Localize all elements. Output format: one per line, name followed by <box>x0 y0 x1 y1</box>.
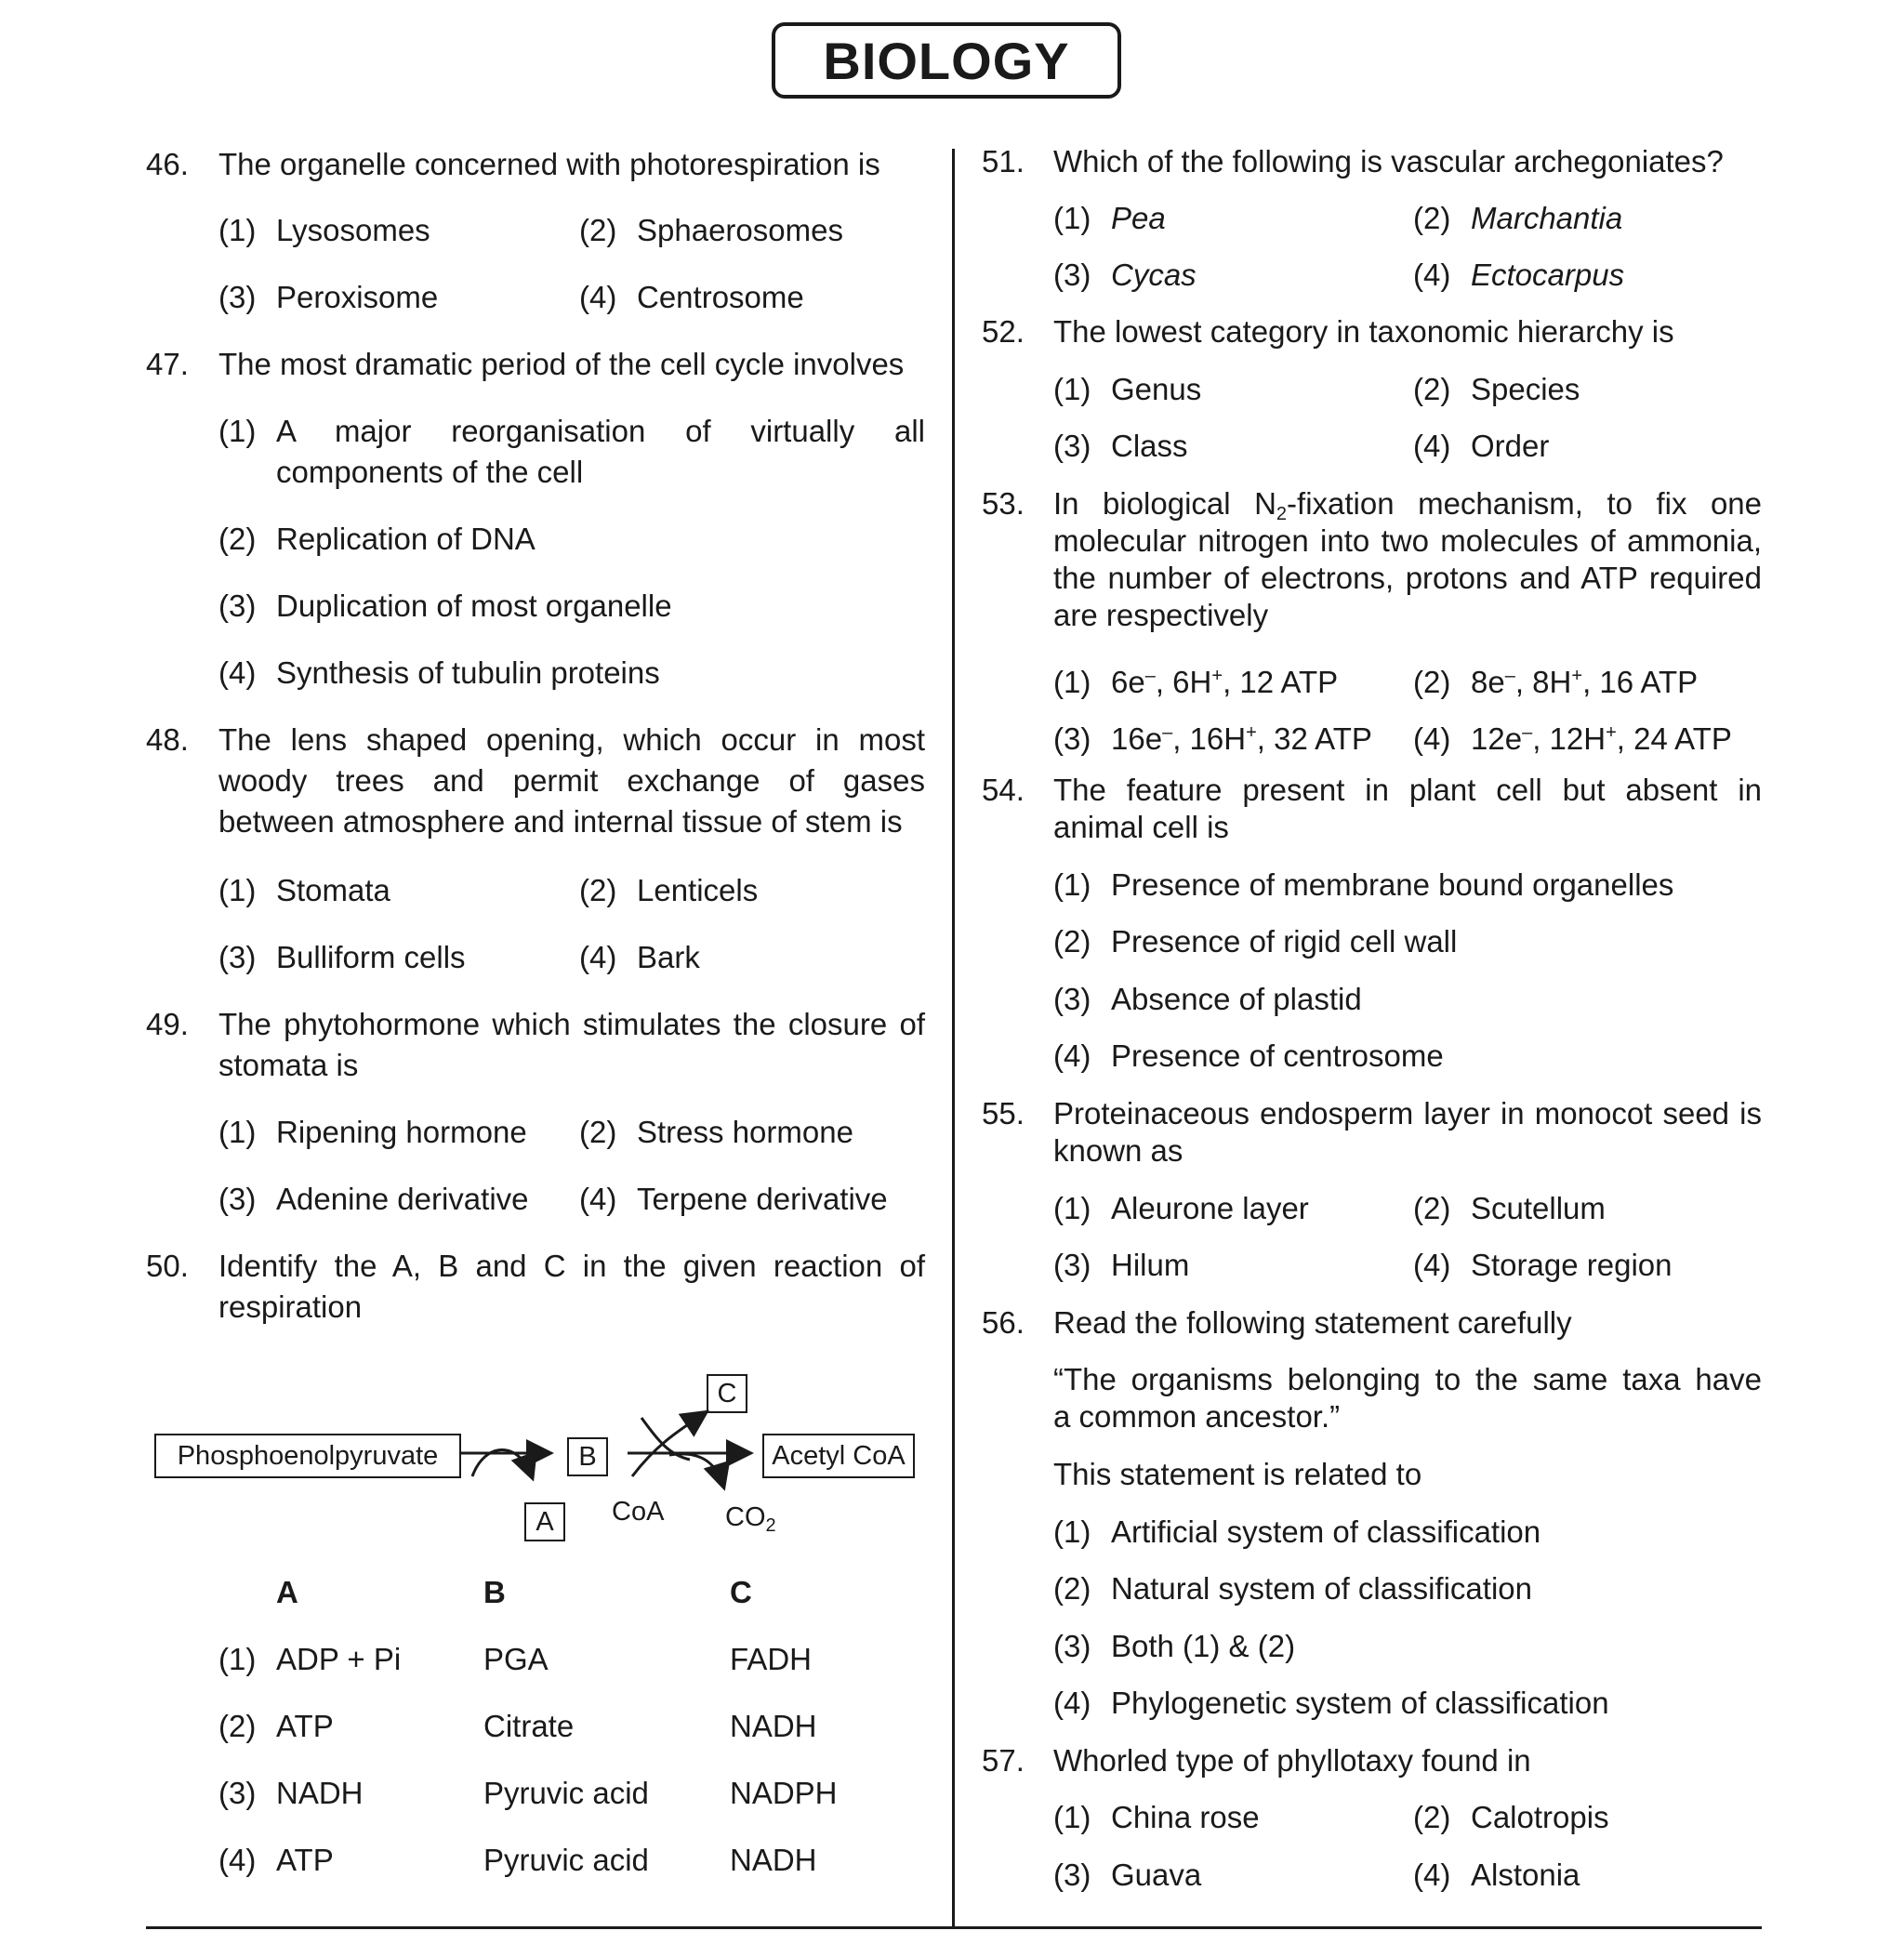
option-47-3[interactable]: (3) Duplication of most organelle <box>218 588 672 623</box>
option-50-4-c: NADH <box>730 1843 817 1877</box>
option-46-3[interactable]: (3) Peroxisome <box>218 280 439 314</box>
option-49-1[interactable]: (1) Ripening hormone <box>218 1115 527 1149</box>
question-49-line1: The phytohormone which stimulates the closure of <box>218 1007 925 1041</box>
option-50-1-b: PGA <box>483 1642 549 1676</box>
question-51-text: Which of the following is vascular archegoniates? <box>1053 144 1724 179</box>
col-header-a: A <box>276 1575 298 1609</box>
question-number: 47. <box>146 347 189 381</box>
option-49-3[interactable]: (3) Adenine derivative <box>218 1182 529 1216</box>
option-52-3[interactable]: (3) Class <box>1053 429 1188 463</box>
option-51-4[interactable]: (4) Ectocarpus <box>1413 258 1625 292</box>
question-50-line2: respiration <box>218 1289 363 1324</box>
option-56-4[interactable]: (4) Phylogenetic system of classification <box>1053 1686 1609 1720</box>
option-51-3[interactable]: (3) Cycas <box>1053 258 1197 292</box>
option-51-2[interactable]: (2) Marchantia <box>1413 201 1623 235</box>
option-50-1-c: FADH <box>730 1642 813 1676</box>
option-48-2[interactable]: (2) Lenticels <box>579 873 759 907</box>
option-47-1[interactable]: (1) <box>218 414 257 448</box>
question-56-text: Read the following statement carefully <box>1053 1305 1572 1340</box>
option-50-3-b: Pyruvic acid <box>483 1776 649 1810</box>
question-54-line1: The feature present in plant cell but absent in <box>1053 773 1762 807</box>
box-b: B <box>567 1437 608 1476</box>
option-47-1-line1: A major reorganisation of virtually all <box>276 414 925 448</box>
option-48-1[interactable]: (1) Stomata <box>218 873 390 907</box>
option-54-2[interactable]: (2) Presence of rigid cell wall <box>1053 924 1458 959</box>
option-50-2-c: NADH <box>730 1709 817 1743</box>
question-49-number: 49. <box>146 1007 189 1041</box>
option-56-2[interactable]: (2) Natural system of classification <box>1053 1571 1532 1606</box>
question-53-line3: the number of electrons, protons and ATP required <box>1053 561 1762 595</box>
col-header-b: B <box>483 1575 506 1609</box>
option-50-3-c: NADPH <box>730 1776 838 1810</box>
label-co2: $CO_2$ <box>725 1502 776 1536</box>
option-54-1[interactable]: (1) Presence of membrane bound organelles <box>1053 867 1674 902</box>
option-52-2[interactable]: (2) Species <box>1413 372 1580 406</box>
option-50-2-a: ATP <box>276 1709 334 1743</box>
option-46-2[interactable]: (2) Sphaerosomes <box>579 213 843 247</box>
option-55-4[interactable]: (4) Storage region <box>1413 1248 1673 1282</box>
question-number: 46. <box>146 147 189 181</box>
option-53-2[interactable]: (2) 8e–, 8H+, 16 ATP <box>1413 665 1699 699</box>
question-52-text: The lowest category in taxonomic hierarchy is <box>1053 314 1674 349</box>
option-53-3[interactable]: (3) 16e–, 16H+, 32 ATP <box>1053 721 1372 756</box>
option-51-1[interactable]: (1) Pea <box>1053 201 1166 235</box>
question-48-line2: woody trees and permit exchange of gases <box>218 763 925 798</box>
option-55-3[interactable]: (3) Hilum <box>1053 1248 1190 1282</box>
question-51-number: 51. <box>982 144 1025 179</box>
col-header-c: C <box>730 1575 752 1609</box>
question-55-line2: known as <box>1053 1133 1183 1168</box>
question-56-number: 56. <box>982 1305 1025 1340</box>
option-48-3[interactable]: (3) Bulliform cells <box>218 940 466 974</box>
question-56-quote-line1: “The organisms belonging to the same taxa have <box>1053 1362 1762 1396</box>
option-50-4[interactable]: (4) <box>218 1843 257 1877</box>
option-55-2[interactable]: (2) Scutellum <box>1413 1191 1606 1225</box>
question-48-line3: between atmosphere and internal tissue of stem is <box>218 804 903 839</box>
question-54-line2: animal cell is <box>1053 810 1229 844</box>
box-a: A <box>524 1502 565 1541</box>
option-50-3-a: NADH <box>276 1776 364 1810</box>
option-57-1[interactable]: (1) China rose <box>1053 1800 1260 1834</box>
option-55-1[interactable]: (1) Aleurone layer <box>1053 1191 1309 1225</box>
option-50-2-b: Citrate <box>483 1709 575 1743</box>
question-50-line1: Identify the A, B and C in the given reaction of <box>218 1249 925 1283</box>
question-48-line1: The lens shaped opening, which occur in most <box>218 722 925 757</box>
option-56-1[interactable]: (1) Artificial system of classification <box>1053 1514 1541 1549</box>
question-53-line2: molecular nitrogen into two molecules of ammonia, <box>1053 523 1762 558</box>
option-50-1[interactable]: (1) <box>218 1642 257 1676</box>
respiration-reaction-diagram <box>149 1367 930 1553</box>
option-54-4[interactable]: (4) Presence of centrosome <box>1053 1038 1444 1073</box>
question-49-line2: stomata is <box>218 1048 359 1082</box>
question-text: The most dramatic period of the cell cycle involves <box>218 347 905 381</box>
option-47-4[interactable]: (4) Synthesis of tubulin proteins <box>218 655 660 690</box>
option-48-4[interactable]: (4) Bark <box>579 940 700 974</box>
question-53-number: 53. <box>982 486 1025 521</box>
option-54-3[interactable]: (3) Absence of plastid <box>1053 982 1362 1016</box>
option-49-2[interactable]: (2) Stress hormone <box>579 1115 853 1149</box>
box-c: C <box>707 1374 747 1413</box>
question-53-line4: are respectively <box>1053 598 1269 632</box>
option-50-4-a: ATP <box>276 1843 334 1877</box>
question-55-line1: Proteinaceous endosperm layer in monocot seed is <box>1053 1096 1762 1131</box>
label-coa: CoA <box>612 1497 665 1527</box>
option-56-3[interactable]: (3) Both (1) & (2) <box>1053 1629 1296 1663</box>
option-50-2[interactable]: (2) <box>218 1709 257 1743</box>
option-57-3[interactable]: (3) Guava <box>1053 1858 1202 1892</box>
option-49-4[interactable]: (4) Terpene derivative <box>579 1182 888 1216</box>
option-57-4[interactable]: (4) Alstonia <box>1413 1858 1580 1892</box>
question-text: The organelle concerned with photorespiration is <box>218 147 880 181</box>
option-53-4[interactable]: (4) 12e–, 12H+, 24 ATP <box>1413 721 1732 756</box>
option-50-1-a: ADP + Pi <box>276 1642 402 1676</box>
question-55-number: 55. <box>982 1096 1025 1131</box>
question-57-number: 57. <box>982 1743 1025 1778</box>
option-57-2[interactable]: (2) Calotropis <box>1413 1800 1609 1834</box>
page-title: BIOLOGY <box>772 22 1121 99</box>
option-47-2[interactable]: (2) Replication of DNA <box>218 522 536 556</box>
option-52-4[interactable]: (4) Order <box>1413 429 1550 463</box>
question-48-number: 48. <box>146 722 189 757</box>
column-divider <box>952 149 955 1929</box>
option-46-4[interactable]: (4) Centrosome <box>579 280 804 314</box>
option-46-1[interactable]: (1) Lysosomes <box>218 213 430 247</box>
option-50-4-b: Pyruvic acid <box>483 1843 649 1877</box>
box-phosphoenolpyruvate: Phosphoenolpyruvate <box>154 1434 461 1478</box>
box-acetyl-coa: Acetyl CoA <box>762 1434 915 1478</box>
option-52-1[interactable]: (1) Genus <box>1053 372 1202 406</box>
question-56-quote-line2: a common ancestor.” <box>1053 1399 1341 1434</box>
question-57-text: Whorled type of phyllotaxy found in <box>1053 1743 1531 1778</box>
option-47-1-line2: components of the cell <box>276 455 584 489</box>
option-53-1[interactable]: (1) 6e–, 6H+, 12 ATP <box>1053 665 1339 699</box>
question-56-related: This statement is related to <box>1053 1457 1422 1491</box>
question-52-number: 52. <box>982 314 1025 349</box>
question-50-number: 50. <box>146 1249 189 1283</box>
bottom-rule <box>146 1926 1762 1929</box>
question-53-line1: In biological $N_2$-fixation mechanism, to fix one <box>1053 486 1763 524</box>
question-54-number: 54. <box>982 773 1025 807</box>
option-50-3[interactable]: (3) <box>218 1776 257 1810</box>
